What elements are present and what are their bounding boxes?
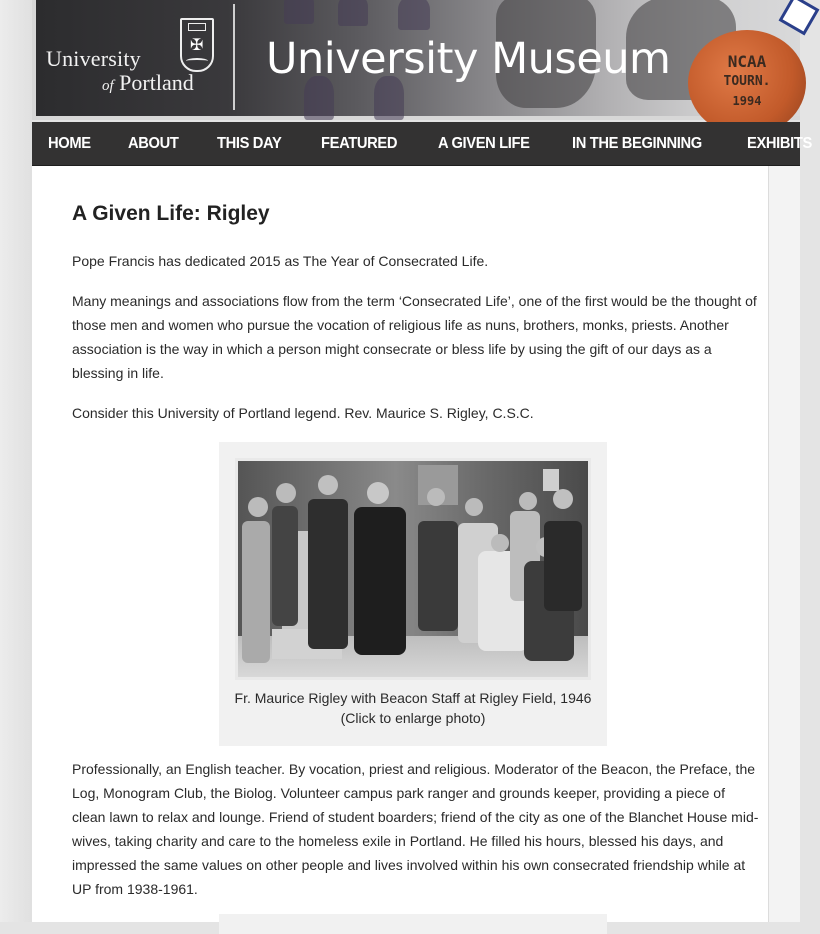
next-figure <box>219 914 607 934</box>
logo-text-university: University <box>46 46 141 71</box>
nav-about[interactable]: ABOUT <box>128 134 179 152</box>
header-banner-image <box>36 0 800 116</box>
photo-image <box>238 461 588 677</box>
nav-featured[interactable]: FEATURED <box>321 134 398 152</box>
header-banner <box>32 0 800 120</box>
page-title: A Given Life: Rigley <box>72 202 270 225</box>
logo-text-portland: of Portland <box>102 70 194 95</box>
wave-icon <box>186 58 208 64</box>
nav-exhibits[interactable]: EXHIBITS <box>746 134 812 152</box>
page-background-left <box>0 0 32 922</box>
university-logo[interactable] <box>46 18 216 98</box>
nav-this-day[interactable]: THIS DAY <box>217 134 282 152</box>
ball-text-line2: TOURN. <box>723 74 771 89</box>
main-content <box>32 166 768 922</box>
basketball-image <box>688 30 806 136</box>
nav-home[interactable]: HOME <box>48 134 91 152</box>
right-margin <box>768 166 800 922</box>
paragraph-meanings: Many meanings and associations flow from the term ‘Consecrated Life’, one of the first would be the thought of those men and women who pursue the vocation of religious life as nuns, brothers, monks, priests. Another association is the way in which a person might consecrate or bless life by using the gift of our days as a blessing in life. <box>72 293 757 381</box>
main-nav <box>32 122 812 166</box>
enlarge-hint[interactable]: (Click to enlarge photo) <box>340 710 486 726</box>
paragraph-consider: Consider this University of Portland legend. Rev. Maurice S. Rigley, C.S.C. <box>72 405 534 421</box>
photo-figure <box>219 442 607 746</box>
banner-divider <box>233 4 235 110</box>
nav-a-given-life[interactable]: A GIVEN LIFE <box>438 134 530 152</box>
paragraph-biography: Professionally, an English teacher. By vocation, priest and religious. Moderator of the Beacon, the Preface, the Log, Monogram Club, the Biolog. Volunteer campus park ranger and grounds keeper, providing a piece of clean lawn to relax and lounge. Friend of student boarders; friend of the city as one of the Blanchet House mid-wives, taking charity and care to the homeless exile in Portland. He filled his hours, blessed his days, and impressed the same values on other people and lives involved within his own consecrated friendship while at UP from 1938-1961. <box>72 761 759 897</box>
page <box>32 0 812 922</box>
site-title[interactable]: University Museum <box>266 34 671 84</box>
caption-text: Fr. Maurice Rigley with Beacon Staff at Rigley Field, 1946 <box>234 690 592 706</box>
rigley-photo[interactable] <box>235 458 591 680</box>
nav-in-the-beginning[interactable]: IN THE BEGINNING <box>571 134 702 152</box>
cross-icon: ✠ <box>190 37 204 54</box>
shield-icon <box>180 18 214 72</box>
book-icon <box>188 23 206 31</box>
ball-text-line1: NCAA <box>727 52 767 71</box>
paragraph-intro: Pope Francis has dedicated 2015 as The Year of Consecrated Life. <box>72 253 489 269</box>
photo-caption <box>219 688 607 728</box>
ball-text-line3: 1994 <box>732 94 762 108</box>
